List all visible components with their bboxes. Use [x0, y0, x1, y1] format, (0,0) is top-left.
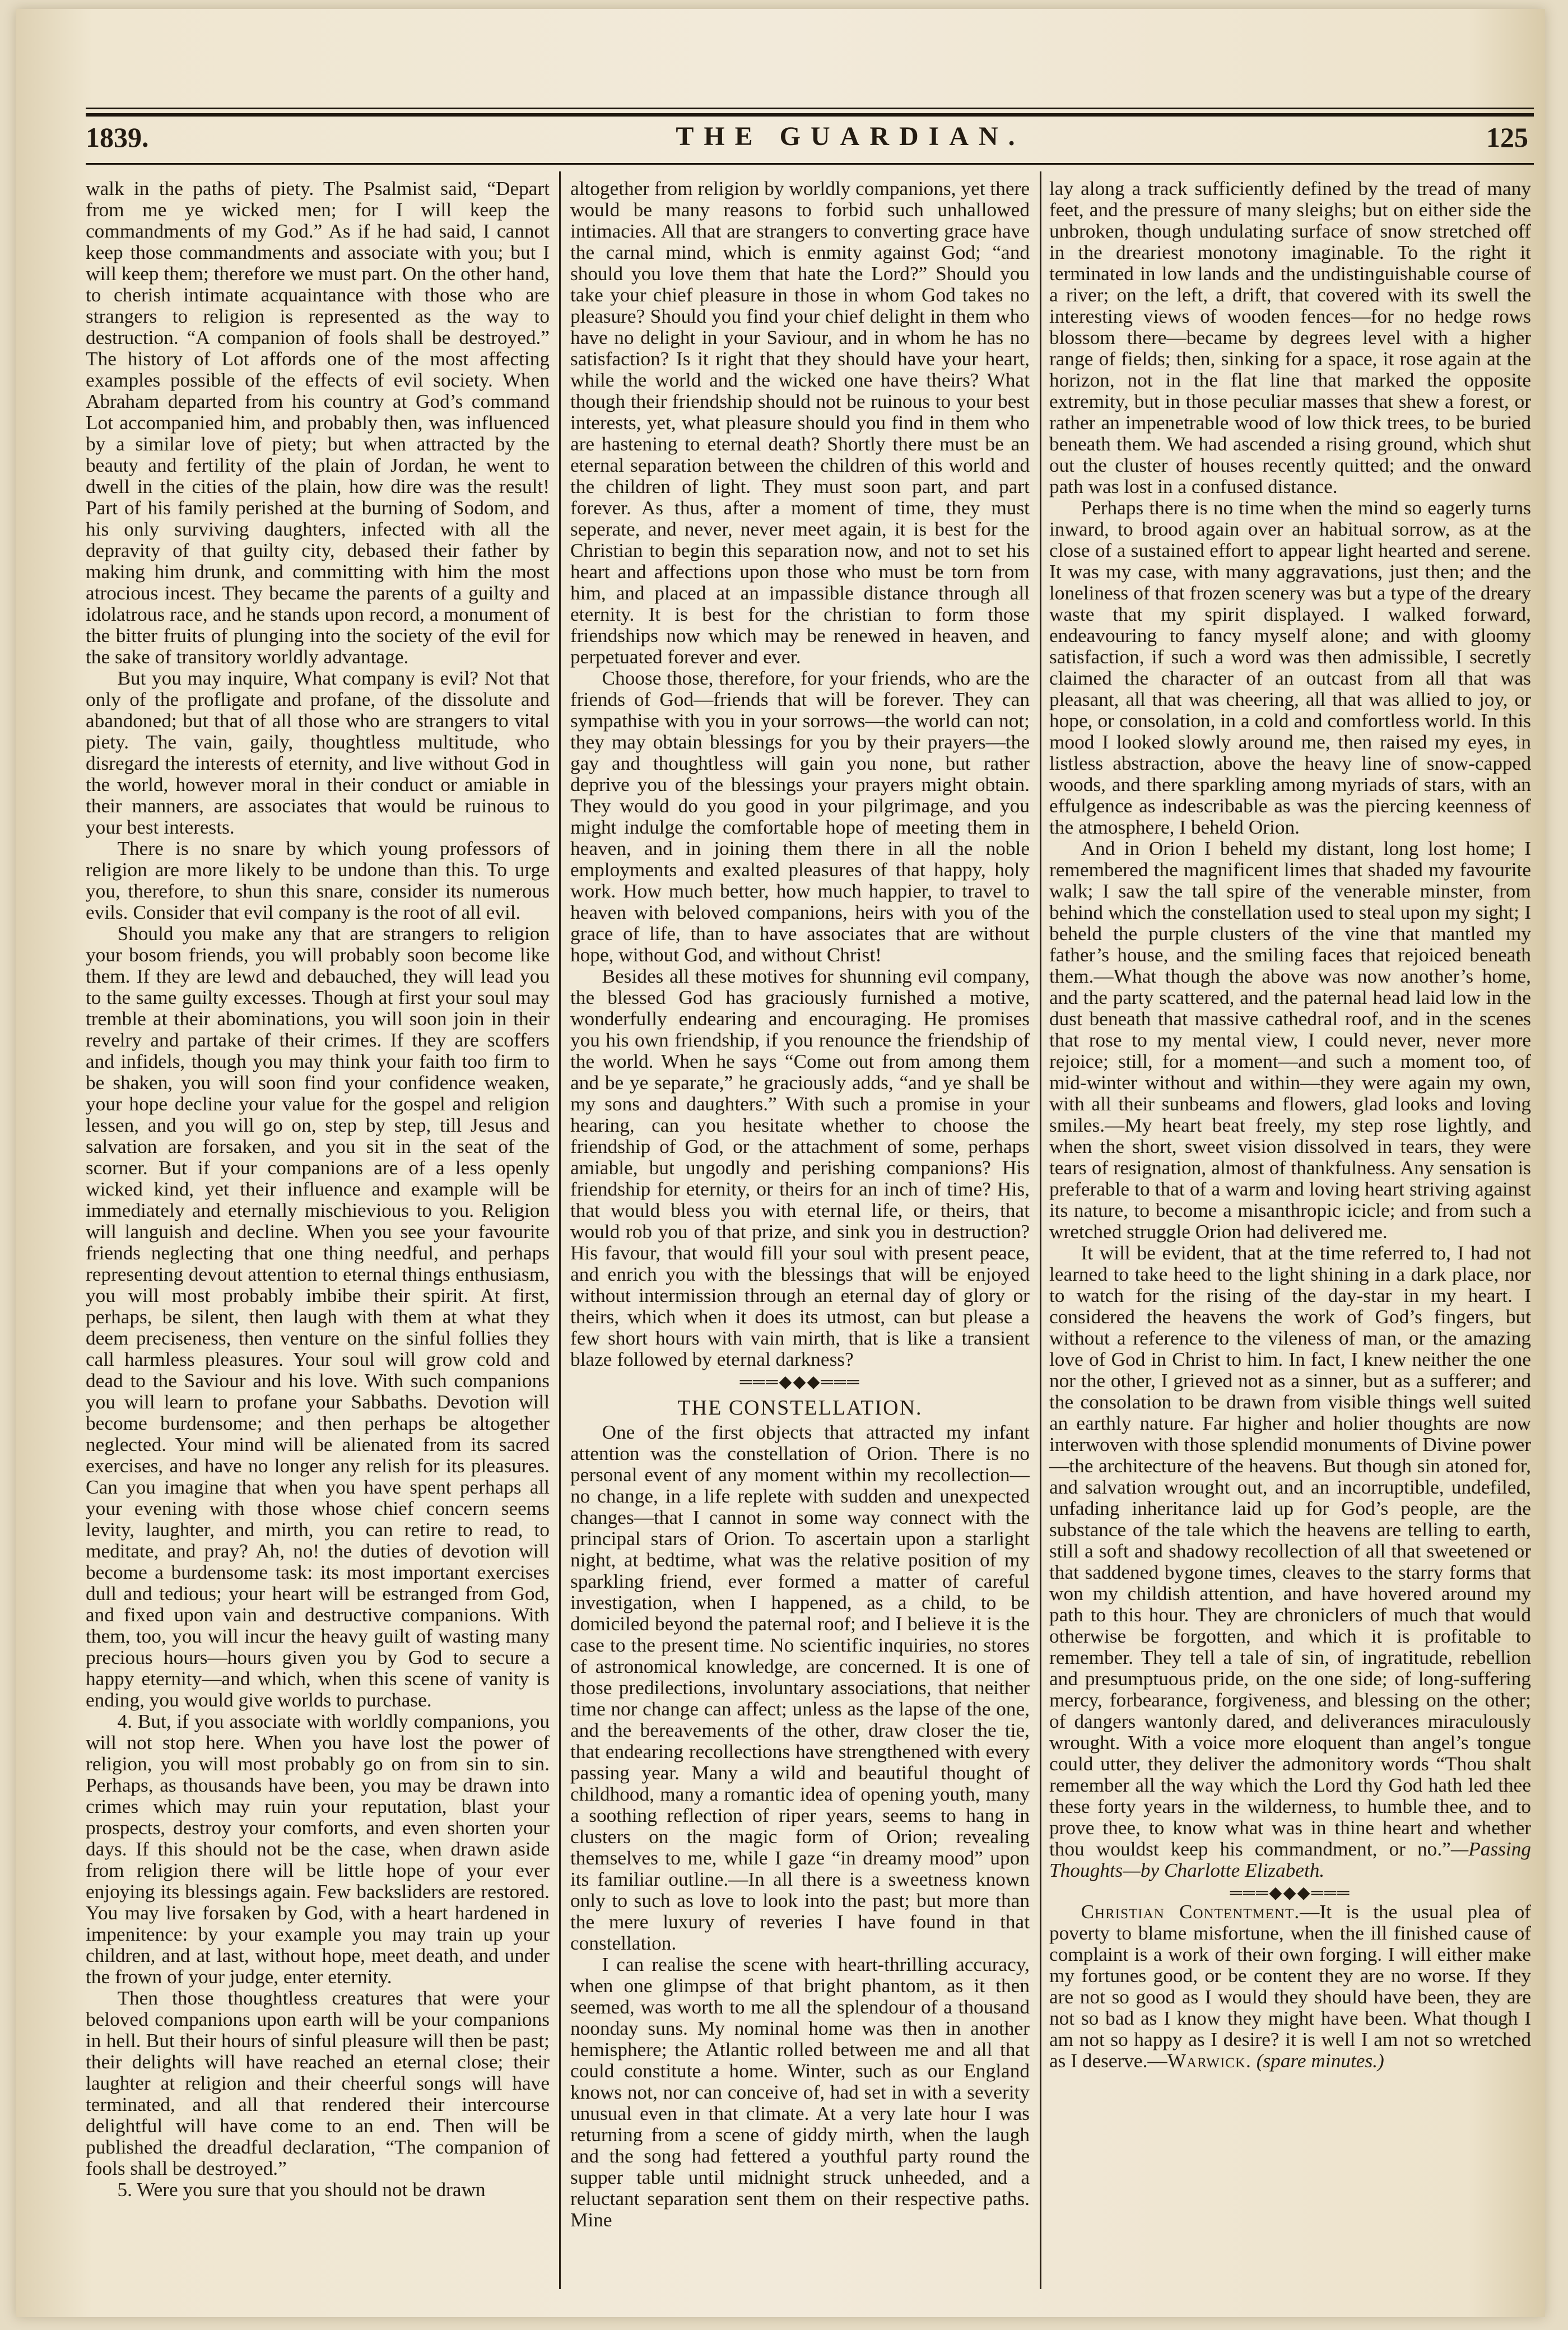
paragraph-text: —It is the usual plea of poverty to blame misfortune, when the ill finished cause of complaint is a work of their own forging. I will either make my fortunes good, or be content they are no worse. If they are not so good as I would they should have been, they are not so bad as I know they might have been. What though I am not so happy as I desire? it is well I am not so wretched as I deserve.—	[1049, 1901, 1531, 2072]
column-3-paragraph: lay along a track sufficiently defined by the tread of many feet, and the pressure of many sleighs; but on either side the unbroken, though undulating surface of snow stretched off in the dreariest monotony imaginable. To the right it terminated in low lands and the undistinguishable course of a river; on the left, a drift, that covered with its swell the interesting views of wooden fences—for no hedge rows blossom there—became by degrees level with a higher range of fields; then, sinking for a space, it rose again at the horizon, not in the flat line that marked the opposite extremity, but in those peculiar masses that shew a forest, or rather an impenetrable wood of low thick trees, to be buried beneath them. We had ascended a rising ground, which shut out the cluster of houses recently quitted; and the onward path was lost in a confused distance.	[1049, 178, 1531, 497]
column-2	[570, 178, 1030, 2285]
column-2-paragraph: I can realise the scene with heart-thrilling accuracy, when one glimpse of that bright phantom, as it then seemed, was worth to me all the splendour of a thousand noonday suns. My nominal home was then in another hemisphere; the Atlantic rolled between me and all that could constitute a home. Winter, such as our England knows not, nor can conceive of, had set in with a severity unusual even in that climate. At a very late hour I was returning from a scene of giddy mirth, when the laugh and the song had fettered a youthful party round the supper table until midnight struck unheeded, and a reluctant separation sent them on their respective paths. Mine	[570, 1954, 1030, 2231]
column-divider-1	[559, 171, 561, 2289]
header-rule-bottom	[86, 163, 1534, 165]
column-3-paragraph: And in Orion I beheld my distant, long lost home; I remembered the magnificent limes that shaded my favourite walk; I saw the tall spire of the venerable minster, from behind which the constellation used to steal upon my sight; I beheld the purple clusters of the vine that mantled my father’s house, and the smiling faces that rejoiced beneath them.—What though the above was now another’s home, and the party scattered, and the paternal head laid low in the dust beneath that massive cathedral roof, and in the scenes that rose to my mental view, I could never, never more rejoice; still, for a moment—and such a moment too, of mid-winter without and within—they were again my own, with all their sunbeams and flowers, glad looks and loving smiles.—My heart beat freely, my step rose lightly, and when the short, sweet vision dissolved in tears, they were tears of resignation, almost of thankfulness. Any sensation is preferable to that of a warm and loving heart striving against its nature, to become a misanthropic icicle; and from such a wretched struggle Orion had delivered me.	[1049, 838, 1531, 1243]
article-heading: Christian Contentment.	[1081, 1901, 1300, 1923]
paragraph-text: It will be evident, that at the time referred to, I had not learned to take heed to the light shining in a dark place, nor to watch for the rising of the day-star in my heart. I considered the heavens the work of God’s fingers, but without a reference to the vileness of man, or the amazing love of God in Christ to him. In fact, I knew neither the one nor the other, I grieved not as a sinner, but as a sufferer; and the consolation to be drawn from visible things well suited an earthly nature. Far higher and holier thoughts are now interwoven with those splendid monuments of Divine power—the architecture of the heavens. But though sin atoned for, and salvation wrought out, and an incorruptible, undefiled, unfading inheritance laid up for God’s people, are the substance of the tale which the heavens are telling to earth, still a soft and shadowy recollection of all that sweetened or that saddened bygone times, cleaves to the starry forms that won my childish attention, and have hovered around my path to this hour. They are chroniclers of much that would otherwise be forgotten, and which it is profitable to remember. They tell a tale of sin, of ingratitude, rebellion and presumptuous pride, on the one side; of long-suffering mercy, forbearance, forgiveness, and blessing on the other; of dangers wantonly dared, and deliverances miraculously wrought. With a voice more eloquent than angel’s tongue could utter, they deliver the admonitory words “Thou shalt remember all the way which the Lord thy God hath led thee these forty years in the wilderness, to humble thee, and to prove thee, to know what was in thine heart and whether thou wouldst keep his commandment, or no.”	[1049, 1242, 1531, 1860]
page-number: 125	[1486, 122, 1528, 153]
column-1-paragraph: 4. But, if you associate with worldly companions, you will not stop here. When you have lost the power of religion, you will most probably go on from sin to sin. Perhaps, as thousands have been, you may be drawn into crimes which may ruin your reputation, blast your prospects, destroy your comforts, and even shorten your days. If this should not be the case, when drawn aside from religion there will be little hope of your ever enjoying its blessings again. Few backsliders are restored. You may live forsaken by God, with a heart hardened in impenitence: by your example you may train up your children, and at last, without hope, meet death, and under the frown of your judge, enter eternity.	[86, 1710, 550, 1988]
column-3-paragraph: Perhaps there is no time when the mind so eagerly turns inward, to brood again over an habitual sorrow, as at the close of a sustained effort to appear light hearted and serene. It was my case, with many aggravations, just then; and the loneliness of that frozen scenery was but a type of the dreary waste that my spirit displayed. I walked forward, endeavouring to fancy myself alone; and with gloomy satisfaction, if such a word was then admissible, I secretly claimed the character of an outcast from all that was pleasant, all that was cheering, all that was allied to joy, or hope, or consolation, in a cold and comfortless world. In this mood I looked slowly around me, then raised my eyes, in listless abstraction, above the heavy line of snow-capped woods, and there sparkling among myriads of stars, with an effulgence as indescribable as was the piercing keenness of the atmosphere, I beheld Orion.	[1049, 497, 1531, 838]
header-rule-thick	[86, 113, 1534, 117]
column-1-paragraph: But you may inquire, What company is evil? Not that only of the profligate and profane, of the dissolute and abandoned; but that of all those who are strangers to vital piety. The vain, gaily, thoughtless multitude, who disregard the interests of eternity, and live without God in the world, however moral in their conduct or amiable in their manners, are associates that would be ruinous to your best interests.	[86, 667, 550, 838]
column-1-paragraph: walk in the paths of piety. The Psalmist said, “Depart from me ye wicked men; for I will keep the commandments of my God.” As if he had said, I cannot keep those commandments and associate with you; but I will keep them; therefore we must part. On the other hand, to cherish intimate acquaintance with those who are strangers to religion is represented as the way to destruction. “A companion of fools shall be destroyed.” The history of Lot affords one of the most affecting examples possible of the effects of evil society. When Abraham departed from his country at God’s command Lot accompanied him, and probably then, was influenced by a similar love of piety; but when attracted by the beauty and fertility of the plain of Jordan, he went to dwell in the cities of the plain, how dire was the result! Part of his family perished at the burning of Sodom, and his only surviving daughters, infected with all the depravity of that guilty city, debased their father by making him drunk, and committing with him the most atrocious incest. They became the parents of a guilty and idolatrous race, and he stands upon record, a monument of the bitter fruits of plunging into the society of the evil for the sake of transitory worldly advantage.	[86, 178, 550, 668]
column-1-paragraph: Should you make any that are strangers to religion your bosom friends, you will probably soon become like them. If they are lewd and debauched, they will lead you to the same guilty excesses. Though at first your soul may tremble at their abominations, you will soon join in their revelry and partake of their crimes. If they are scoffers and infidels, though you may think your faith too firm to be shaken, you will soon find your confidence weaken, your hope decline your value for the gospel and religion lessen, and you will go on, step by step, till Jesus and salvation are forsaken, and you sit in the seat of the scorner. But if your companions are of a less openly wicked kind, yet their influence and example will be immediately and eternally mischievious to you. Religion will languish and decline. When you see your favourite friends neglecting that one thing needful, and perhaps representing devout attention to eternal things enthusiasm, you will most probably imbibe their spirit. At first, perhaps, be silent, then laugh with them at what they deem preciseness, then venture on the sinful follies they call harmless pleasures. Your soul will grow cold and dead to the Saviour and his love. With such companions you will learn to profane your Sabbaths. Devotion will become burdensome; and then perhaps be altogether neglected. Your mind will be alienated from its sacred exercises, and have no longer any relish for its pleasures. Can you imagine that when you have spent perhaps all your evening with those whose chief concern seems levity, laughter, and mirth, you can retire to read, to meditate, and pray? Ah, no! the duties of devotion will become a burdensome task: its most important exercises dull and tedious; your heart will be estranged from God, and fixed upon vain and destructive companions. With them, too, you will incur the heavy guilt of wasting many precious hours—hours given you by God to secure a happy eternity—and which, when this scene of vanity is ending, you would give worlds to purchase.	[86, 923, 550, 1711]
column-3-paragraph	[1049, 1243, 1531, 1881]
column-2-paragraph: Besides all these motives for shunning evil company, the blessed God has graciously furnished a motive, wonderfully endearing and encouraging. He promises you his own friendship, if you renounce the friendship of the world. When he says “Come out from among them and be ye separate,” he graciously adds, “and ye shall be my sons and daughters.” With such a promise in your hearing, can you hesitate whether to choose the friendship of God, or the attachment of some, perhaps amiable, but ungodly and perishing companions? His friendship for eternity, or theirs for an inch of time? His, that would bless you with eternal life, or theirs, that would rob you of that prize, and sink you in destruction? His favour, that would fill your soul with present peace, and enrich you with the blessings that will be enjoyed without intermission through an eternal day of glory or theirs, which when it does its utmost, can but please a few short hours with vain mirth, that is like a transient blaze followed by eternal darkness?	[570, 965, 1030, 1370]
attribution: —Passing Thoughts—by Charlotte Elizabeth.	[1049, 1838, 1531, 1881]
column-2-paragraph: altogether from religion by worldly companions, yet there would be many reasons to forbid such unhallowed intimacies. All that are strangers to converting grace have the carnal mind, which is enmity against God; “and should you love them that hate the Lord?” Should you take your chief pleasure in those in whom God takes no pleasure? Should you find your chief delight in them who have no delight in your Saviour, and in whom he has no satisfaction? Is it right that they should have your heart, while the world and the wicked one have theirs? What though their friendship should not be ruinous to your best interests, yet, what pleasure should you find in them who are hastening to eternal death? Shortly there must be an eternal separation between the children of this world and the children of light. They must soon part, and part forever. As thus, after a moment of time, they must seperate, and never, never meet again, it is best for the Christian to begin this separation now, and not to set his heart and affections upon those who must be torn from him, and placed at an impassible distance through all eternity. It is best for the christian to form those friendships now which may be renewed in heaven, and perpetuated forever and ever.	[570, 178, 1030, 668]
column-2-paragraph: One of the first objects that attracted my infant attention was the constellation of Orion. There is no personal event of any moment within my recollection—no change, in a life replete with sudden and unexpected changes—that I cannot in some way connect with the principal stars of Orion. To ascertain upon a starlight night, at bedtime, what was the relative position of my sparkling friend, ever formed a matter of careful investigation, when I happened, as a child, to be domiciled beyond the paternal roof; and I believe it is the case to the present time. No scientific inquiries, no stores of astronomical knowledge, are concerned. It is one of those predilections, involuntary associations, that neither time nor change can affect; unless as the lapse of the one, and the bereavements of the other, draw closer the tie, that endearing recollections have strengthened with every passing year. Many a wild and beautiful thought of childhood, many a romantic idea of opening youth, many a soothing reflection of riper years, seems to hang in clusters on the magic form of Orion; revealing themselves to me, while I gaze “in dreamy mood” upon its familiar outline.—In all there is a sweetness known only to such as love to look into the past; but more than the mere luxury of reveries I have found in that constellation.	[570, 1421, 1030, 1954]
column-1-paragraph: 5. Were you sure that you should not be drawn	[117, 2179, 486, 2201]
column-2-paragraph: Choose those, therefore, for your friends, who are the friends of God—friends that will be forever. They can sympathise with you in your sorrows—the world can not; they may obtain blessings for you by their prayers—the gay and thoughtless will gain you none, but rather deprive you of the blessings your prayers might obtain. They would do you good in your pilgrimage, and you might indulge the comfortable hope of meeting them in heaven, and in joining them there in all the noble employments and exalted pleasures of that happy, holy work. How much better, how much happier, to travel to heaven with beloved companions, heirs with you of the grace of life, than to have associates that are without hope, without God, and without Christ!	[570, 667, 1030, 966]
section-ornament: ═══◆◆◆═══	[1230, 1883, 1351, 1902]
section-ornament: ═══◆◆◆═══	[739, 1373, 860, 1391]
column-divider-2	[1040, 171, 1041, 2289]
article-heading: THE CONSTELLATION.	[677, 1396, 923, 1420]
author-name: Warwick.	[1167, 2050, 1251, 2072]
column-3	[1049, 178, 1531, 2285]
newspaper-page	[16, 9, 1545, 2317]
header-rule-top	[86, 108, 1534, 109]
header-year: 1839.	[86, 122, 149, 153]
column-1-paragraph: There is no snare by which young professors of religion are more likely to be undone than this. To urge you, therefore, to shun this snare, consider its numerous evils. Consider that evil company is the root of all evil.	[86, 838, 550, 923]
column-1-paragraph: Then those thoughtless creatures that were your beloved companions upon earth will be your companions in hell. But their hours of sinful pleasure will then be past; their delights will have reached an eternal close; their laughter at religion and their cheerful songs will have terminated, and all that rendered their intercourse delightful will have come to an end. Then will be published the dreadful declaration, “The companion of fools shall be destroyed.”	[86, 1987, 550, 2179]
column-3-paragraph	[1049, 1901, 1531, 2072]
source-note: (spare minutes.)	[1256, 2050, 1384, 2072]
masthead-title: THE GUARDIAN.	[676, 122, 1025, 151]
column-1	[86, 178, 550, 2285]
